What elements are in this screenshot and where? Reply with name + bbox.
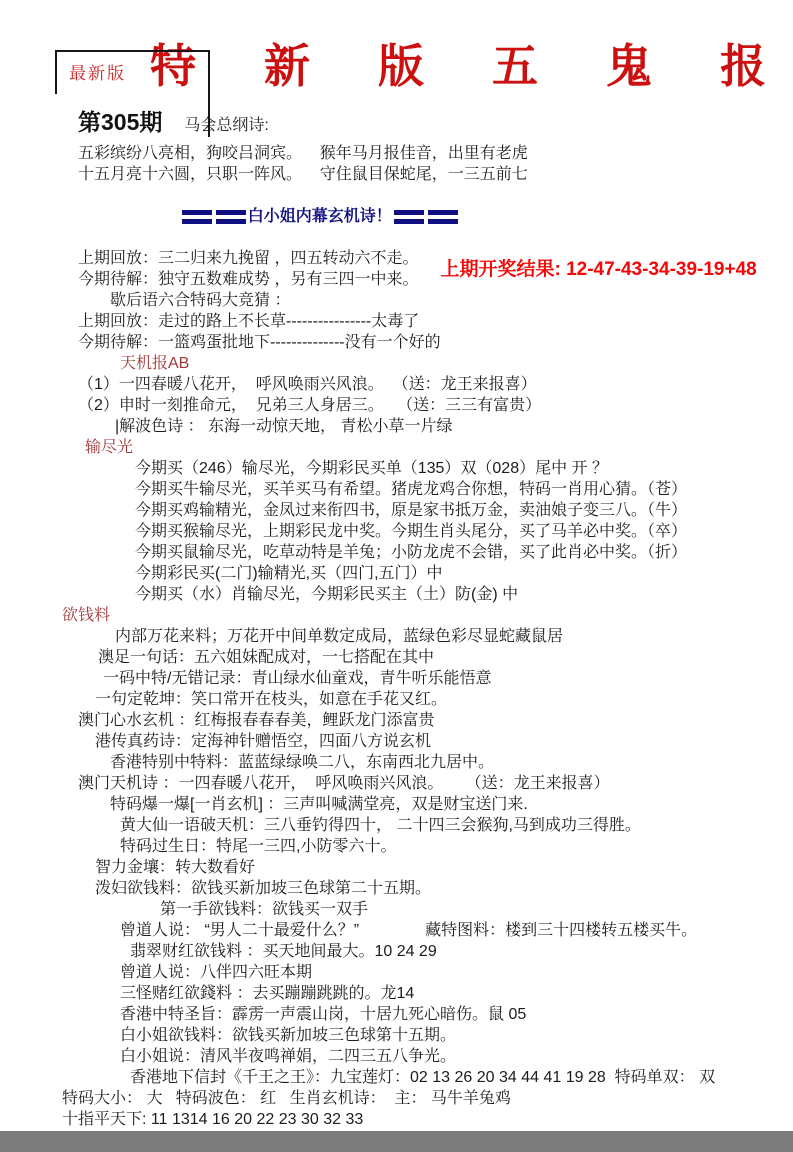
tip-line: 一句定乾坤：笑口常开在枝头，如意在手花又红。 bbox=[95, 691, 448, 708]
tip-line: 白小姐说：清风半夜鸣禅娟，二四三五八争光。 bbox=[120, 1048, 457, 1065]
zengdao-and-cangte-row bbox=[62, 920, 785, 941]
shujinguang-line: 今期买猴输尽光，上期彩民龙中奖。今期生肖头尾分，买了马羊必中奖。（卒） bbox=[135, 523, 688, 540]
badge-label: 最新版 bbox=[69, 64, 126, 83]
tip-line: 港传真药诗：定海神针赠悟空，四面八方说玄机 bbox=[95, 733, 432, 750]
master-poem-line: 五彩缤纷八亮相，狗咬吕洞宾。 猴年马月报佳音，出里有老虎 bbox=[78, 145, 528, 162]
tip-line: 白小姐欲钱料：欲钱买新加坡三色球第十五期。 bbox=[120, 1027, 457, 1044]
master-poem-line: 十五月亮十六圆，只职一阵风。 守住鼠目保蛇尾，一三五前七 bbox=[78, 166, 528, 183]
tip-line: 香港特别中特料：蓝蓝绿绿唤二八，东南西北九居中。 bbox=[110, 754, 495, 771]
special-code-summary: 特码大小： 大 特码波色： 红 生肖玄机诗： 主： 马牛羊兔鸡 bbox=[62, 1090, 511, 1107]
tip-line: 澳足一句话：五六姐妹配成对，一七搭配在其中 bbox=[98, 649, 435, 666]
shujinguang-line: 今期买牛输尽光，买羊买马有希望。猪虎龙鸡合你想，特码一肖用心猜。（苍） bbox=[135, 481, 688, 498]
tip-line: 智力金壤：转大数看好 bbox=[95, 859, 256, 876]
tip-line: 曾道人说：八伴四六旺本期 bbox=[120, 964, 313, 981]
issue-number: 第305期 bbox=[78, 109, 163, 135]
tip-line: 澳门天机诗 ：一四春暖八花开， 呼风唤雨兴风浪。 （送：龙王来报喜） bbox=[78, 775, 610, 792]
last-draw-result bbox=[440, 259, 756, 280]
mystery-line: 今期待解：独守五数难成势 ，另有三四一中来。 bbox=[78, 271, 419, 288]
tip-line: 内部万花来料；万花开中间单数定成局，蓝绿色彩尽显蛇藏鼠居 bbox=[115, 628, 564, 645]
shujinguang-line: 今期彩民买(二门)输精光,买（四门,五门）中 bbox=[135, 565, 443, 582]
banner-text: 白小姐内幕玄机诗！ bbox=[247, 208, 392, 225]
shujinguang-heading: 输尽光 bbox=[85, 439, 134, 456]
tianji-line: （2）申时一刻推命元， 兄弟三人身居三。 （送：三三有富贵） bbox=[78, 397, 542, 414]
shujinguang-line: 今期买（246）输尽光，今期彩民买单（135）双（028）尾中 开 ？ bbox=[135, 460, 608, 477]
double-bar-icon bbox=[182, 210, 212, 224]
master-poem-label: 马会总纲诗: bbox=[184, 117, 269, 134]
tip-line: 特码爆一爆[一肖玄机] ：三声叫喊满堂亮，双是财宝送门来. bbox=[110, 796, 528, 813]
mystery-lines bbox=[62, 248, 418, 290]
double-bar-icon bbox=[394, 210, 424, 224]
tianji-heading: 天机报AB bbox=[120, 355, 190, 372]
shujinguang-line: 今期买鸡输精光，金凤过来衔四书，原是家书抵万金，卖油娘子变三八。（牛） bbox=[135, 502, 688, 519]
tianji-line: （1）一四春暖八花开， 呼风唤雨兴风浪。 （送：龙王来报喜） bbox=[78, 376, 537, 393]
main-content bbox=[62, 143, 785, 1130]
tip-line: 香港中特圣旨：霹雳一声震山岗，十居九死心暗伤。鼠 05 bbox=[120, 1006, 527, 1023]
page-title: 特 新 版 五 鬼 报 bbox=[150, 39, 793, 93]
double-bar-icon bbox=[216, 210, 246, 224]
tip-line: 澳门心水玄机 ：红梅报春春春美，鲤跃龙门添富贵 bbox=[78, 712, 435, 729]
zengdao-quote: 曾道人说： “男人二十最爱什么？” bbox=[120, 922, 360, 939]
riddle-line: 今期待解：一篮鸡蛋批地下--------------没有一个好的 bbox=[78, 334, 441, 351]
tip-line: 第一手欲钱料：欲钱买一双手 bbox=[160, 901, 369, 918]
result-label: 上期开奖结果: bbox=[440, 258, 561, 280]
tip-line: 一码中特/无错记录：青山绿水仙童戏，青牛听乐能悟意 bbox=[103, 670, 492, 687]
latest-edition-badge bbox=[55, 50, 210, 137]
riddle-section-title: 歇后语六合特码大竞猜 ： bbox=[110, 292, 291, 309]
shujinguang-line: 今期买鼠输尽光，吃草动特是羊兔；小防龙虎不会错，买了此肖必中奖。（折） bbox=[135, 544, 688, 561]
tip-line: 翡翠财红欲钱料 ：买天地间最大。10 24 29 bbox=[130, 943, 437, 960]
badge-left-border bbox=[55, 52, 57, 94]
tip-line: 特码过生日：特尾一三四,小防零六十。 bbox=[120, 838, 397, 855]
shujinguang-line: 今期买（水）肖输尽光，今期彩民买主（土）防(金) 中 bbox=[135, 586, 519, 603]
yuqianliao-heading: 欲钱料 bbox=[62, 607, 111, 624]
tip-line: 香港地下信封《千王之王》：九宝莲灯：02 13 26 20 34 44 41 19 28 特码单双： 双 bbox=[130, 1069, 716, 1086]
double-bar-icon bbox=[428, 210, 458, 224]
ten-finger-numbers: 十指平天下: 11 1314 16 20 22 23 30 32 33 bbox=[62, 1111, 364, 1128]
mystery-line: 上期回放：三二归来九挽留 ，四五转动六不走。 bbox=[78, 250, 419, 267]
wave-color-poem-line: |解波色诗 ： 东海一动惊天地， 青松小草一片绿 bbox=[115, 418, 453, 435]
result-numbers: 12-47-43-34-39-19+48 bbox=[566, 258, 757, 280]
inside-mystery-banner bbox=[62, 185, 785, 248]
mystery-and-result-row bbox=[62, 248, 785, 290]
riddle-line: 上期回放：走过的路上不长草----------------太毒了 bbox=[78, 313, 420, 330]
bottom-gray-strip bbox=[0, 1131, 793, 1152]
tip-line: 三怪赌红欲錢料 ：去买蹦蹦跳跳的。龙14 bbox=[120, 985, 415, 1002]
tip-line: 黄大仙一语破天机：三八垂钓得四十， 二十四三会猴狗,马到成功三得胜。 bbox=[120, 817, 641, 834]
tip-line: 泼妇欲钱料：欲钱买新加坡三色球第二十五期。 bbox=[95, 880, 432, 897]
cangte-tip: 藏特图料：楼到三十四楼转五楼买牛。 bbox=[425, 922, 698, 939]
